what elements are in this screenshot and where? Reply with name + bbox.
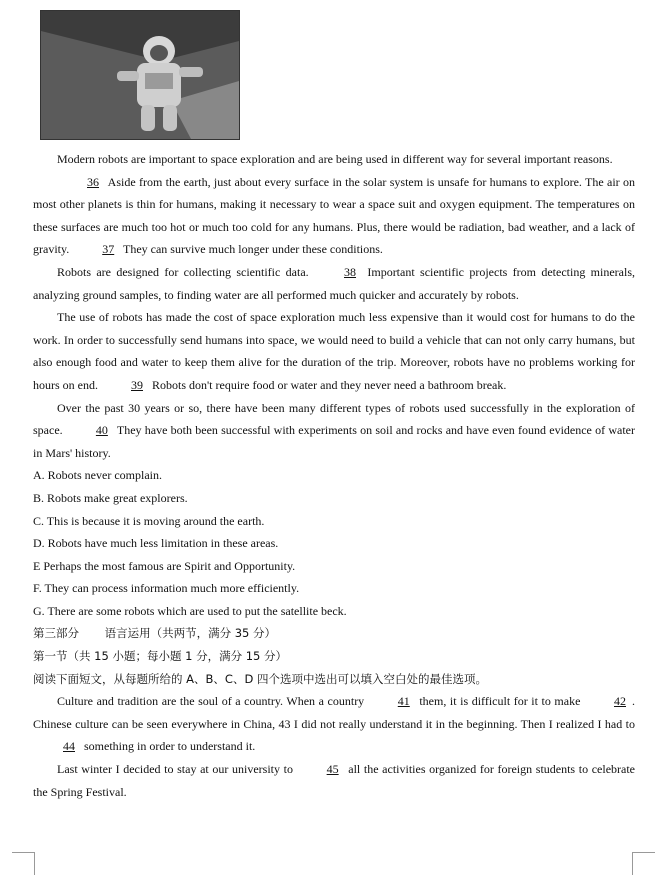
blank-39: 39 [131, 377, 143, 392]
page-corner-mark-left [12, 852, 35, 875]
option-a: A. Robots never complain. [33, 468, 162, 483]
text: all the activities organized for foreign students to celebrate the Spring Festival. [33, 762, 636, 799]
blank-38: 38 [344, 264, 357, 279]
section-heading: 第三部分 语言运用（共两节，满分 35 分） [33, 626, 277, 641]
subsection-heading: 第一节（共 15 小题；每小题 1 分，满分 15 分） [33, 649, 288, 664]
text: The use of robots has made the cost of space exploration much less expensive than it would cost for humans to do the work. In order to successfully send humans into space, we would need to build a vehicle that can not only carry humans, but also enough food and water to keep them alive for the duration of the trip. Moreover, robots have no problems working for hours on end. [33, 310, 635, 392]
text: They can survive much longer under these conditions. [120, 242, 383, 257]
text: They have both been successful with experiments on soil and rocks and have even found evidence of water in Mars' history. [33, 423, 635, 460]
option-c: C. This is because it is moving around the earth. [33, 513, 265, 528]
text: Robots are designed for collecting scientific data. [57, 264, 315, 279]
text: them, it is difficult for it to make [415, 694, 584, 709]
option-e: E Perhaps the most famous are Spirit and Opportunity. [33, 558, 296, 573]
option-f: F. They can process information much more efficiently. [33, 581, 300, 596]
option-b: B. Robots make great explorers. [33, 490, 188, 505]
paragraph-39 [33, 306, 635, 396]
astronaut-photo [40, 10, 240, 140]
text: Last winter I decided to stay at our university to [57, 762, 297, 777]
page-corner-mark-right [632, 852, 655, 875]
cloze-paragraph-2 [33, 758, 635, 803]
blank-36: 36 [87, 174, 99, 189]
paragraph-36 [33, 171, 635, 261]
blank-40: 40 [95, 423, 108, 438]
instruction: 阅读下面短文，从每题所给的 A、B、C、D 四个选项中选出可以填入空白处的最佳选项。 [33, 671, 487, 686]
option-d: D. Robots have much less limitation in these areas. [33, 536, 279, 551]
document-body [33, 148, 635, 803]
paragraph-intro: Modern robots are important to space exploration and are being used in different way for several important reasons. [57, 152, 613, 166]
text: Aside from the earth, just about every surface in the solar system is unsafe for humans to explore. The air on most other planets is thin for humans, making it necessary to wear a space suit and oxygen equipment. The temperatures on these surfaces are much too hot or much too cold for any humans. Plus, there would be radiation, bad weather, and a lack of gravity. [33, 174, 635, 257]
blank-45: 45 [326, 762, 339, 777]
text: Culture and tradition are the soul of a country. When a country [57, 694, 368, 709]
blank-44: 44 [63, 739, 75, 754]
blank-37: 37 [102, 242, 115, 257]
blank-42: 42 [614, 694, 626, 709]
text: . Chinese culture can be seen everywhere in China, 43 I did not really understand it in the beginning. Then I realized I had to [33, 694, 635, 731]
cloze-paragraph-1 [33, 690, 635, 758]
text: Important scientific projects from detecting minerals, analyzing ground samples, to finding water are all performed much quicker and accurately by robots. [33, 264, 635, 302]
paragraph-40 [33, 397, 635, 465]
blank-41: 41 [397, 694, 410, 709]
text: something in order to understand it. [81, 739, 256, 754]
text: Robots don't require food or water and they never need a bathroom break. [149, 377, 507, 392]
option-g: G. There are some robots which are used to put the satellite beck. [33, 603, 347, 618]
text: Over the past 30 years or so, there have been many different types of robots used successfully in the exploration of space. [33, 400, 635, 438]
paragraph-38 [33, 261, 635, 306]
